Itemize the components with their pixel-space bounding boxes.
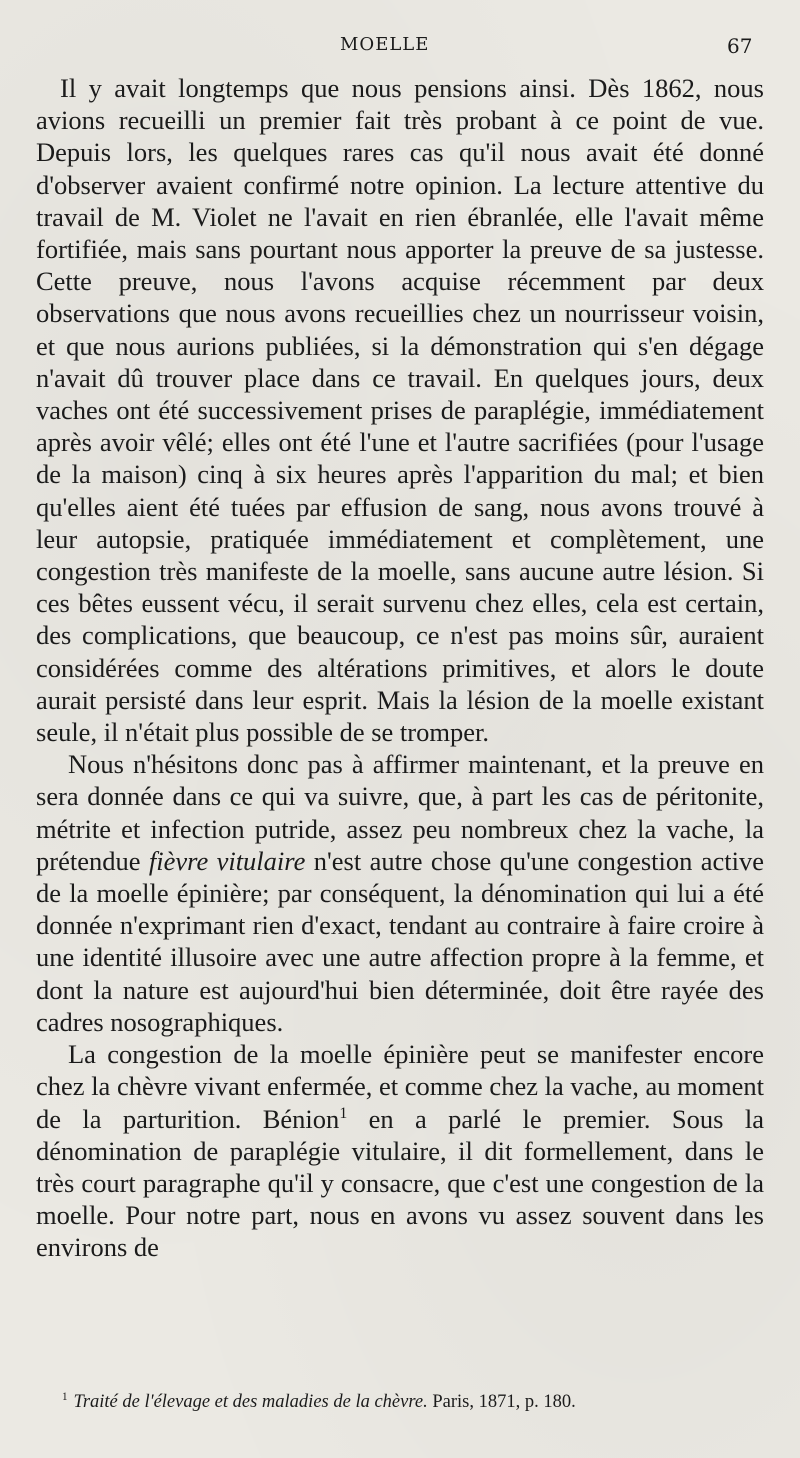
running-head: MOELLE	[340, 34, 430, 55]
paragraph-2	[36, 748, 764, 1038]
paragraph-1: Il y avait longtemps que nous pensions ainsi. Dès 1862, nous avions recueilli un premier fait très probant à ce point de vue. Depuis lors, les quelques rares cas qu'il nous avait été donné d'observer avaient confirmé notre opinion. La lecture attentive du travail de M. Violet ne l'avait en rien ébranlée, elle l'avait même fortifiée, mais sans pourtant nous apporter la preuve de sa justesse. Cette preuve, nous l'avons acquise récemment par deux observations que nous avons recueillies chez un nourrisseur voisin, et que nous aurions publiées, si la démonstration qui s'en dégage n'avait dû trouver place dans ce travail. En quelques jours, deux vaches ont été successivement prises de paraplégie, immédiatement après avoir vêlé; elles ont été l'une et l'autre sacrifiées (pour l'usage de la maison) cinq à six heures après l'apparition du mal; et bien qu'elles aient été tuées par effusion de sang, nous avons trouvé à leur autopsie, pratiquée immédiatement et complètement, une congestion très manifeste de la moelle, sans aucune autre lésion. Si ces bêtes eussent vécu, il serait survenu chez elles, cela est certain, des complications, que beaucoup, ce n'est pas moins sûr, auraient considérées comme des altérations primitives, et alors le doute aurait persisté dans leur esprit. Mais la lésion de la moelle existant seule, il n'était plus possible de se tromper.	[36, 73, 764, 748]
paragraph-2-italic-term: fièvre vitulaire	[148, 845, 306, 876]
paragraph-3	[36, 1038, 764, 1263]
paragraph-3-text-b: en a parlé le premier. Sous la dénomination de paraplégie vitulaire, il dit formellement, dans le très court paragraphe qu'il y consacre, que c'est une congestion de la moelle. Pour notre part, nous en avons vu assez souvent dans les environs de	[36, 1103, 764, 1263]
footnote-citation: Paris, 1871, p. 180.	[432, 1392, 576, 1412]
paragraph-3-text-a: La congestion de la moelle épinière peut se manifester encore chez la chèvre vivant enfermée, et comme chez la vache, au moment de la parturition. Bénion	[36, 1039, 764, 1134]
footnote-reference: 1	[339, 1104, 348, 1122]
body-text	[36, 72, 764, 1264]
paragraph-2-text-a: Nous n'hésitons donc pas à affirmer maintenant, et la preuve en sera donnée dans ce qui va suivre, que, à part les cas de péritonite, métrite et infection putride, assez peu nombreux chez la vache, la prétendue	[36, 749, 764, 876]
page-header	[0, 34, 800, 60]
footnote-mark: 1	[62, 1390, 68, 1403]
page-number: 67	[727, 34, 753, 58]
footnote-title: Traité de l'élevage et des maladies de la chèvre.	[73, 1392, 428, 1412]
footnote	[62, 1392, 762, 1413]
paragraph-2-text-b: n'est autre chose qu'une congestion active de la moelle épinière; par conséquent, la dénomination qui lui a été donnée n'exprimant rien d'exact, tendant au contraire à faire croire à une identité illusoire avec une autre affection propre à la femme, et dont la nature est aujourd'hui bien déterminée, doit être rayée des cadres nosographiques.	[36, 845, 764, 1037]
